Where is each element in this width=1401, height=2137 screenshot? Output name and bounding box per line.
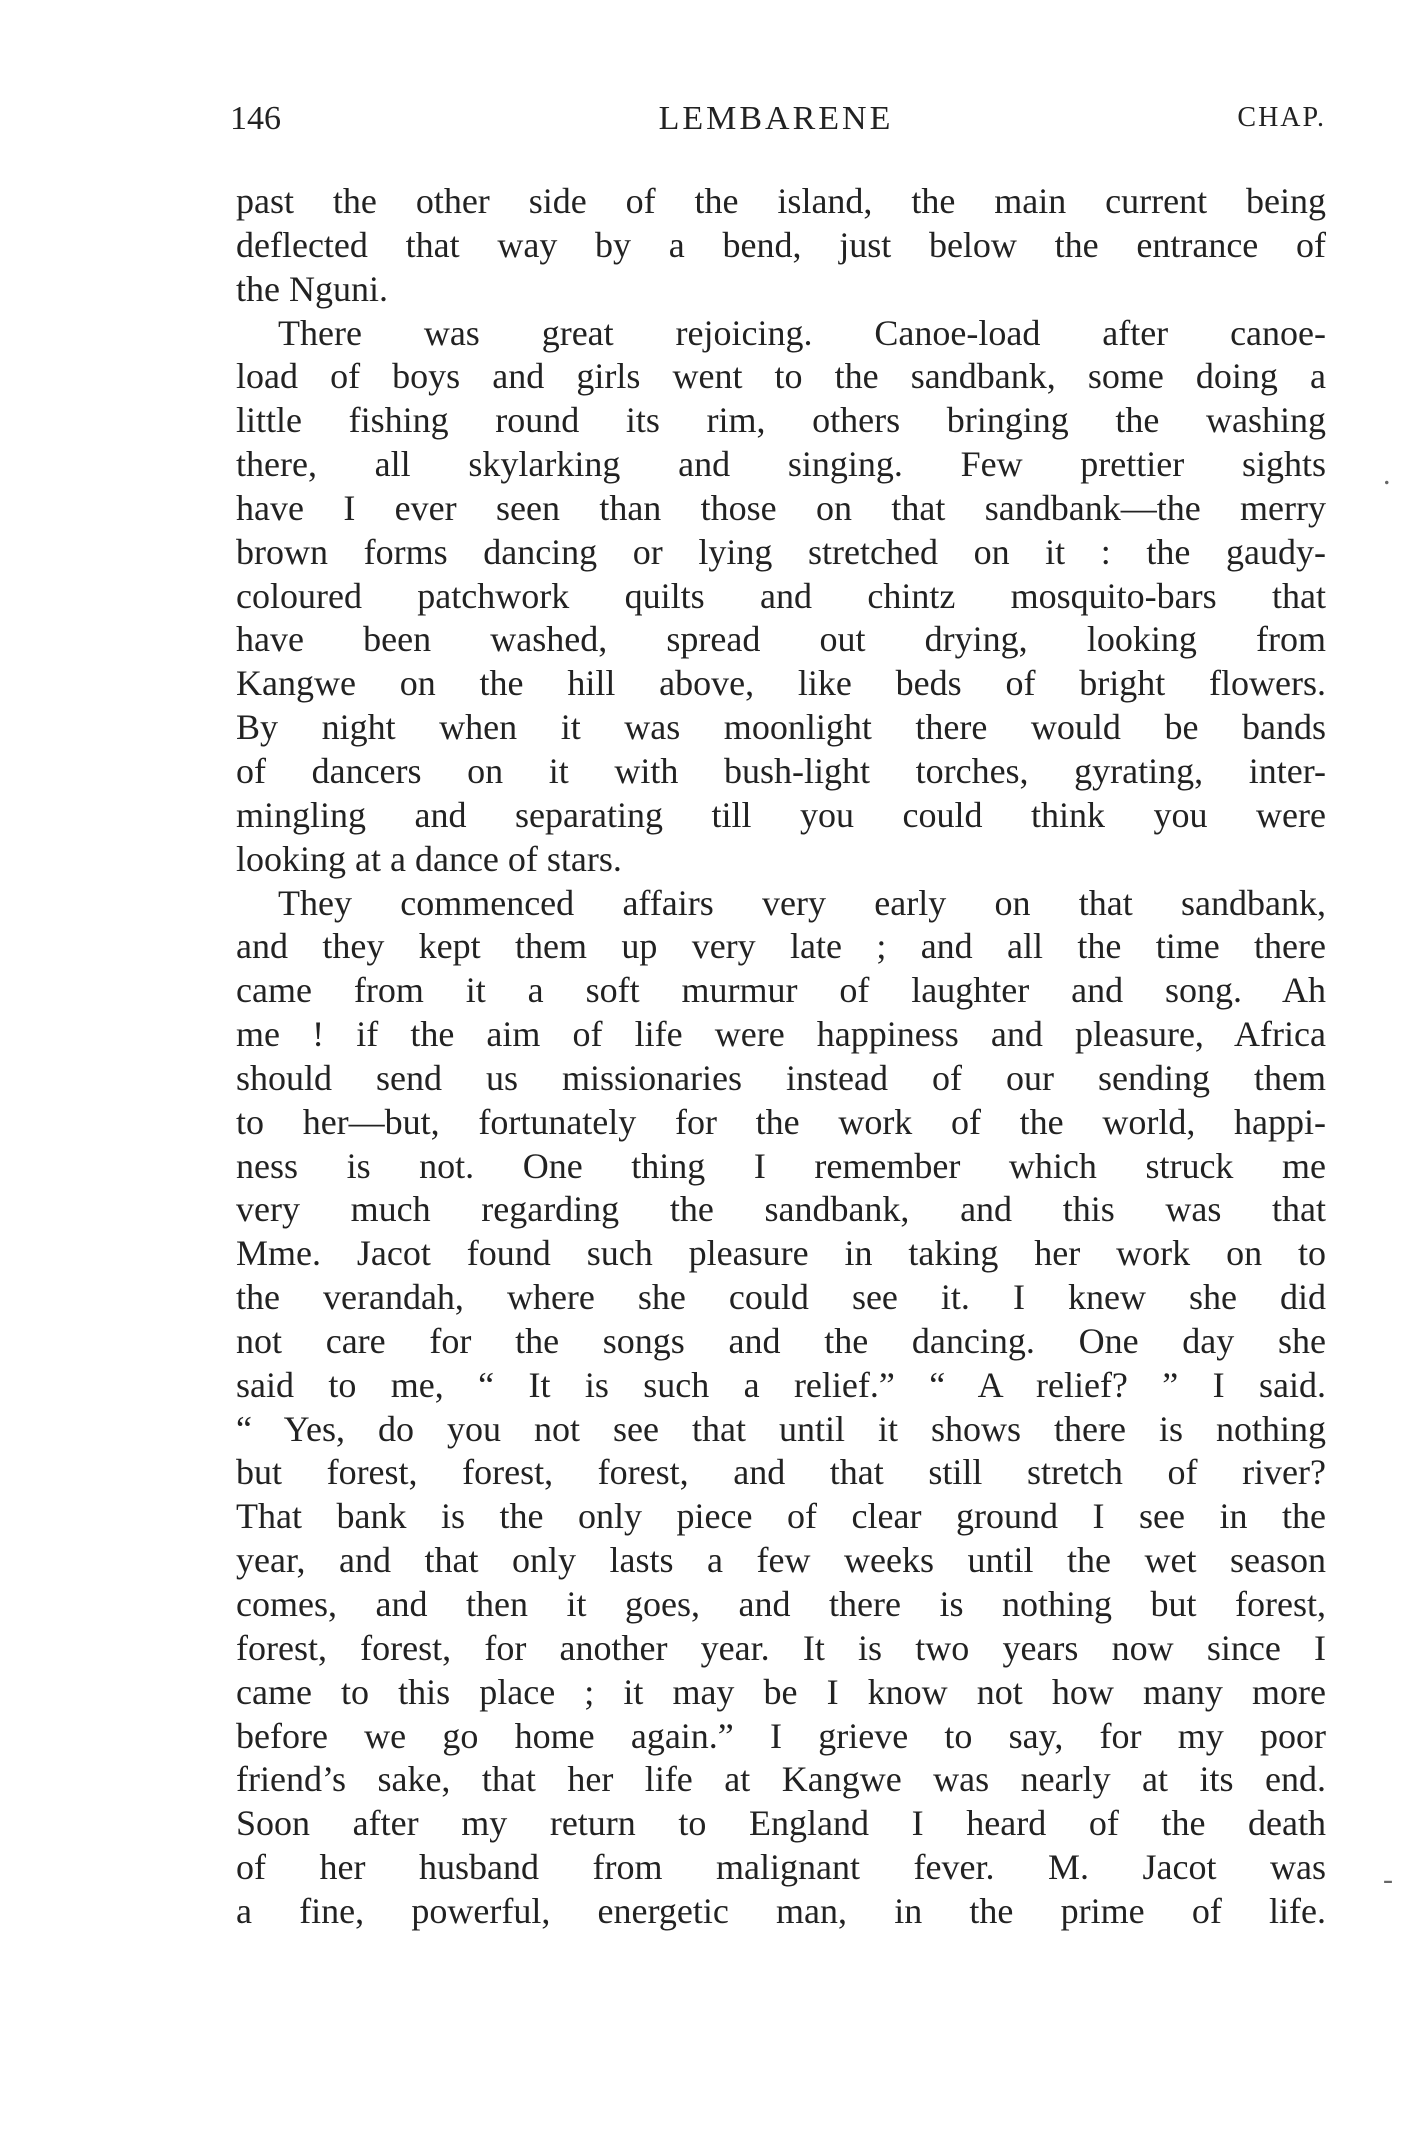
margin-mark: . [1383, 458, 1391, 491]
text-line: but forest, forest, forest, and that still stretch of river? [236, 1452, 1326, 1493]
text-line: That bank is the only piece of clear ground I see in the [236, 1496, 1326, 1537]
text-line: there, all skylarking and singing. Few prettier sights [236, 444, 1326, 485]
text-line: to her—but, fortunately for the work of the world, happi- [236, 1101, 1326, 1142]
text-line: comes, and then it goes, and there is nothing but forest, [236, 1584, 1326, 1624]
text-line: year, and that only lasts a few weeks until the wet season [236, 1540, 1326, 1581]
text-line: looking at a dance of stars. [236, 838, 622, 879]
text-line: load of boys and girls went to the sandbank, some doing a [236, 356, 1326, 397]
text-line: brown forms dancing or lying stretched on it : the gaudy- [236, 531, 1326, 572]
body-text [236, 180, 1326, 1934]
text-line: Soon after my return to England I heard of the death [236, 1803, 1326, 1844]
paragraph-start-line: There was great rejoicing. Canoe-load after canoe- [278, 312, 1326, 353]
text-line: very much regarding the sandbank, and this was that [236, 1189, 1326, 1230]
text-line: have I ever seen than those on that sandbank—the merry [236, 487, 1326, 528]
text-line: ness is not. One thing I remember which struck me [236, 1145, 1326, 1186]
text-line: little fishing round its rim, others bringing the washing [236, 400, 1326, 441]
text-line: forest, forest, for another year. It is two years now since I [236, 1627, 1326, 1668]
text-line: By night when it was moonlight there would be bands [236, 707, 1326, 748]
text-line: should send us missionaries instead of our sending them [236, 1057, 1326, 1098]
text-line: before we go home again.” I grieve to say, for my poor [236, 1715, 1326, 1756]
text-line: “ Yes, do you not see that until it shows there is nothing [236, 1408, 1326, 1449]
margin-mark: - [1383, 1863, 1393, 1896]
chapter-label: CHAP. [1237, 102, 1326, 133]
text-line: me ! if the aim of life were happiness and pleasure, Africa [236, 1014, 1326, 1055]
text-line: said to me, “ It is such a relief.” “ A relief? ” I said. [236, 1364, 1326, 1405]
text-line: came to this place ; it may be I know not how many more [236, 1671, 1326, 1712]
text-line: past the other side of the island, the main current being [236, 181, 1326, 221]
text-line: of dancers on it with bush-light torches, gyrating, inter- [236, 750, 1326, 791]
text-line: of her husband from malignant fever. M. Jacot was [236, 1847, 1326, 1888]
text-line: have been washed, spread out drying, looking from [236, 619, 1326, 660]
text-line: a fine, powerful, energetic man, in the prime of life. [236, 1890, 1326, 1931]
text-line: deflected that way by a bend, just below the entrance of [236, 224, 1326, 265]
running-head [226, 100, 1326, 144]
text-line: and they kept them up very late ; and all the time there [236, 926, 1326, 967]
text-line: came from it a soft murmur of laughter and song. Ah [236, 970, 1326, 1011]
text-line: coloured patchwork quilts and chintz mosquito-bars that [236, 575, 1326, 616]
text-line: Mme. Jacot found such pleasure in taking her work on to [236, 1233, 1326, 1274]
running-title: LEMBARENE [658, 100, 894, 137]
text-line: the verandah, where she could see it. I knew she did [236, 1277, 1326, 1318]
text-line: the Nguni. [236, 268, 388, 309]
text-line: Kangwe on the hill above, like beds of bright flowers. [236, 663, 1326, 704]
paragraph-start-line: They commenced affairs very early on that sandbank, [278, 882, 1326, 923]
text-line: mingling and separating till you could think you were [236, 794, 1326, 835]
text-line: friend’s sake, that her life at Kangwe was nearly at its end. [236, 1759, 1326, 1800]
text-line: not care for the songs and the dancing. One day she [236, 1320, 1326, 1361]
page-number: 146 [230, 100, 281, 137]
